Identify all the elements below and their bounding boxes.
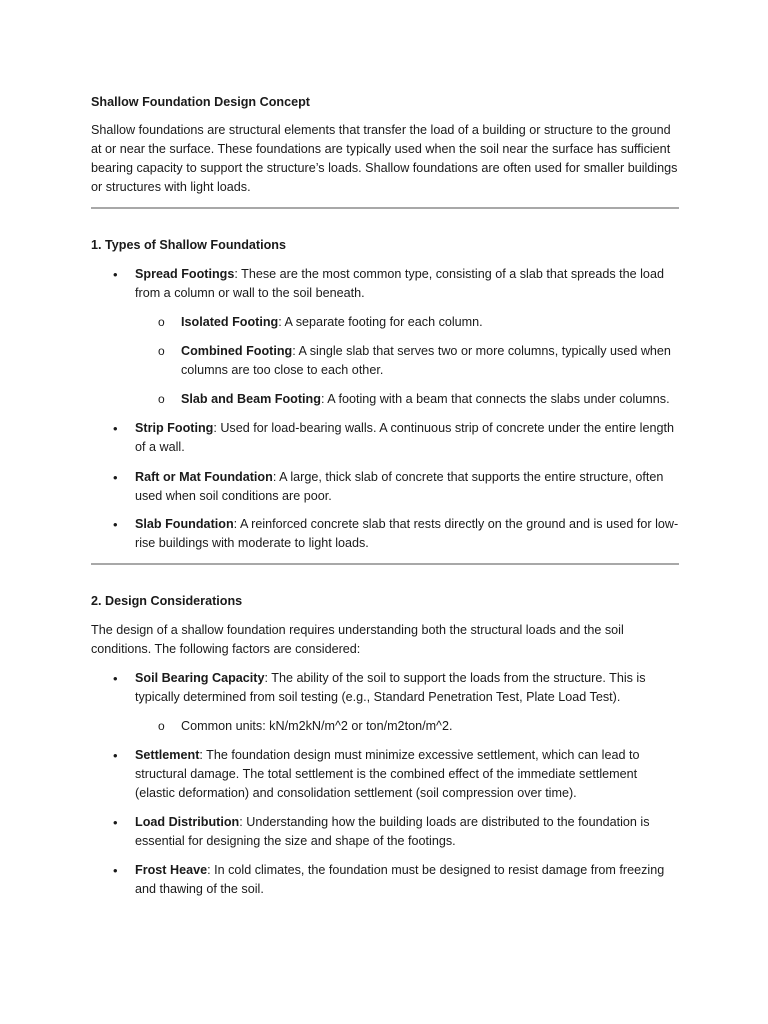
list-item-text: : A reinforced concrete slab that rests directly on the ground and is used for low-rise buildings with moderate to light loads. bbox=[135, 517, 679, 550]
sub-list-item-term: Combined Footing bbox=[181, 344, 293, 358]
section-heading-design: 2. Design Considerations bbox=[91, 594, 243, 608]
sub-list-item bbox=[181, 342, 681, 380]
list-item-text: : The foundation design must minimize excessive settlement, which can lead to structural damage. The total settlement is the combined effect of the immediate settlement (elastic deformation) and consolidation settlement (soil compression over time). bbox=[135, 748, 640, 800]
list-item-term: Strip Footing bbox=[135, 421, 214, 435]
section-divider bbox=[91, 207, 679, 209]
bullet: • bbox=[113, 470, 118, 485]
sub-list-item-term: Slab and Beam Footing bbox=[181, 392, 321, 406]
list-item-text: : Understanding how the building loads are distributed to the foundation is essential for designing the size and shape of the footings. bbox=[135, 815, 650, 848]
list-item bbox=[135, 861, 680, 899]
document-title: Shallow Foundation Design Concept bbox=[91, 95, 310, 109]
section-heading-types: 1. Types of Shallow Foundations bbox=[91, 238, 286, 252]
list-item-text: : The ability of the soil to support the loads from the structure. This is typically determined from soil testing (e.g., Standard Penetration Test, Plate Load Test). bbox=[135, 671, 646, 704]
sub-bullet: o bbox=[158, 392, 165, 406]
sub-list-item-term: Isolated Footing bbox=[181, 315, 279, 329]
list-item-term: Soil Bearing Capacity bbox=[135, 671, 265, 685]
section-divider bbox=[91, 563, 679, 565]
list-item-text: : These are the most common type, consisting of a slab that spreads the load from a column or wall to the soil beneath. bbox=[135, 267, 664, 300]
bullet: • bbox=[113, 863, 118, 878]
list-item-term: Settlement bbox=[135, 748, 200, 762]
list-item-text: : In cold climates, the foundation must be designed to resist damage from freezing and thawing of the soil. bbox=[135, 863, 665, 896]
bullet: • bbox=[113, 671, 118, 686]
bullet: • bbox=[113, 815, 118, 830]
sub-list-item bbox=[181, 390, 681, 409]
bullet: • bbox=[113, 421, 118, 436]
list-item bbox=[135, 669, 680, 707]
sub-list-item-text: : A single slab that serves two or more columns, typically used when columns are too close to each other. bbox=[181, 344, 671, 377]
bullet: • bbox=[113, 517, 118, 532]
sub-bullet: o bbox=[158, 719, 165, 733]
list-item-term: Spread Footings bbox=[135, 267, 235, 281]
sub-bullet: o bbox=[158, 344, 165, 358]
list-item bbox=[135, 746, 680, 803]
sub-bullet: o bbox=[158, 315, 165, 329]
bullet: • bbox=[113, 748, 118, 763]
list-item-term: Frost Heave bbox=[135, 863, 208, 877]
list-item-term: Load Distribution bbox=[135, 815, 240, 829]
sub-list-item bbox=[181, 313, 681, 332]
list-item bbox=[135, 419, 680, 457]
sub-list-item: Common units: kN/m2kN/m^2 or ton/m2ton/m^2. bbox=[181, 719, 453, 733]
list-item-text: : Used for load-bearing walls. A continuous strip of concrete under the entire length of a wall. bbox=[135, 421, 674, 454]
sub-list-item-text: : A footing with a beam that connects the slabs under columns. bbox=[320, 392, 670, 406]
sub-list-item-text: : A separate footing for each column. bbox=[278, 315, 483, 329]
list-item-term: Slab Foundation bbox=[135, 517, 234, 531]
list-item bbox=[135, 813, 680, 851]
list-item bbox=[135, 468, 680, 506]
list-item-text: : A large, thick slab of concrete that supports the entire structure, often used when soil conditions are poor. bbox=[135, 470, 664, 503]
bullet: • bbox=[113, 267, 118, 282]
intro-paragraph: Shallow foundations are structural elements that transfer the load of a building or structure to the ground at or near the surface. These foundations are typically used when the soil near the surface has sufficient bearing capacity to support the structure’s loads. Shallow foundations are often used for smaller buildings or structures with light loads. bbox=[91, 123, 678, 194]
list-item bbox=[135, 265, 680, 303]
list-item bbox=[135, 515, 680, 553]
list-item-term: Raft or Mat Foundation bbox=[135, 470, 273, 484]
design-intro-paragraph: The design of a shallow foundation requires understanding both the structural loads and the soil conditions. The following factors are considered: bbox=[91, 623, 624, 656]
